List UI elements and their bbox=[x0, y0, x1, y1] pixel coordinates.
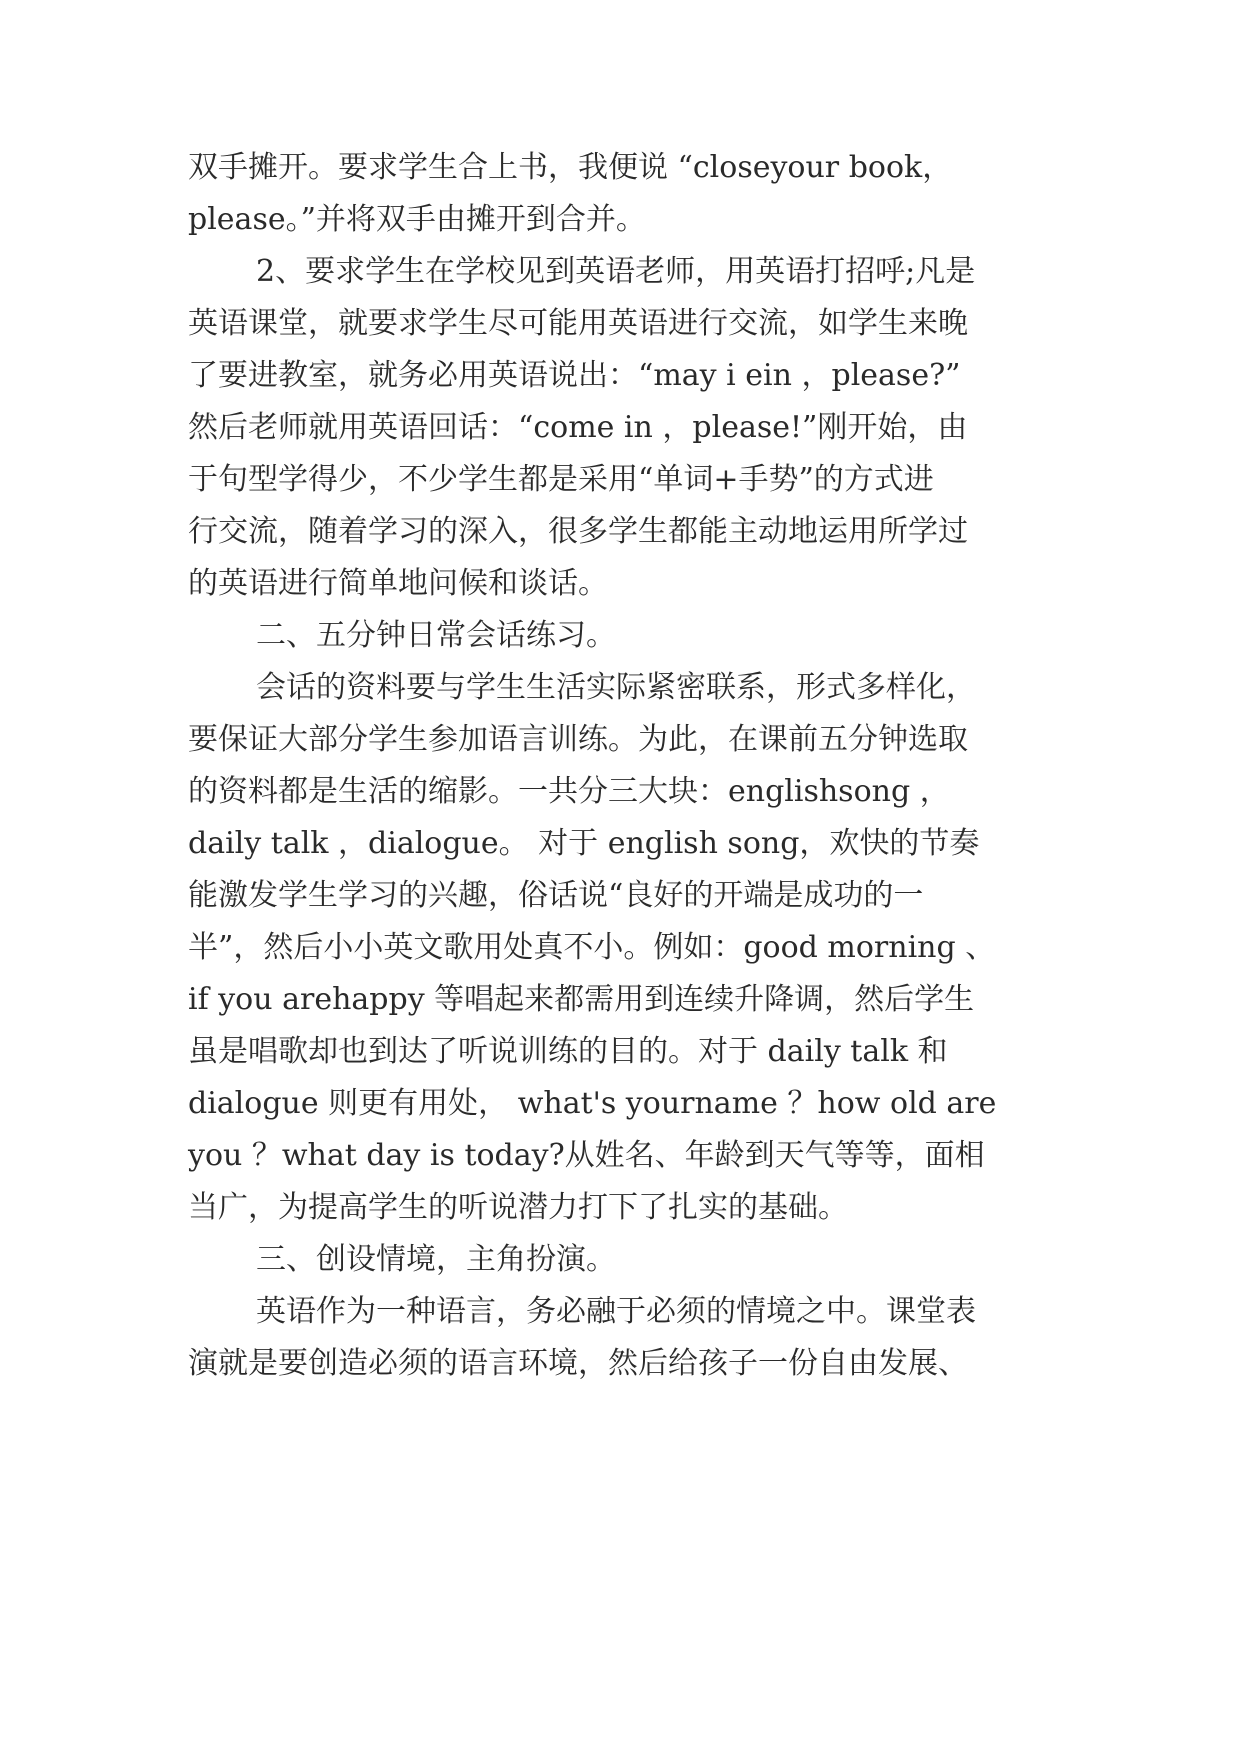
text-line: 的英语进行简单地问候和谈话。 bbox=[188, 566, 608, 601]
paragraph-start-line: 英语作为一种语言，务必融于必须的情境之中。课堂表 bbox=[256, 1294, 976, 1329]
text-line: 能激发学生学习的兴趣，俗话说“良好的开端是成功的一 bbox=[188, 878, 924, 913]
text-line: dialogue 则更有用处， what's yourname ？how old are bbox=[188, 1086, 997, 1121]
text-line: 行交流，随着学习的深入，很多学生都能主动地运用所学过 bbox=[188, 514, 968, 549]
section-heading: 三、创设情境，主角扮演。 bbox=[256, 1242, 616, 1277]
section-heading: 二、五分钟日常会话练习。 bbox=[256, 618, 616, 653]
text-line: 于句型学得少，不少学生都是采用“单词+手势”的方式进 bbox=[188, 462, 934, 497]
text-line: 的资料都是生活的缩影。一共分三大块：englishsong ， bbox=[188, 774, 950, 809]
text-line: 然后老师就用英语回话：“come in ，please!”刚开始，由 bbox=[188, 410, 968, 445]
text-line: 要保证大部分学生参加语言训练。为此，在课前五分钟选取 bbox=[188, 722, 968, 757]
text-line: 了要进教室，就务必用英语说出：“may i ein ，please?” bbox=[188, 358, 961, 393]
text-line: 虽是唱歌却也到达了听说训练的目的。对于 daily talk 和 bbox=[188, 1034, 948, 1069]
text-line: 半”，然后小小英文歌用处真不小。例如：good morning 、 bbox=[188, 930, 996, 965]
text-line: you ？what day is today?从姓名、年龄到天气等等，面相 bbox=[188, 1138, 985, 1173]
text-line: 双手摊开。要求学生合上书，我便说 “closeyour book， bbox=[188, 150, 953, 185]
text-line: 英语课堂，就要求学生尽可能用英语进行交流，如学生来晚 bbox=[188, 306, 968, 341]
text-line: please。”并将双手由摊开到合并。 bbox=[188, 202, 646, 237]
text-line: if you arehappy 等唱起来都需用到连续升降调，然后学生 bbox=[188, 982, 975, 1017]
paragraph-start-line: 2、要求学生在学校见到英语老师，用英语打招呼;凡是 bbox=[256, 254, 976, 289]
text-line: daily talk ，dialogue。 对于 english song，欢快的节奏 bbox=[188, 826, 980, 861]
paragraph-start-line: 会话的资料要与学生生活实际紧密联系，形式多样化， bbox=[256, 670, 976, 705]
text-line: 当广，为提高学生的听说潜力打下了扎实的基础。 bbox=[188, 1190, 848, 1225]
text-line: 演就是要创造必须的语言环境，然后给孩子一份自由发展、 bbox=[188, 1346, 968, 1381]
